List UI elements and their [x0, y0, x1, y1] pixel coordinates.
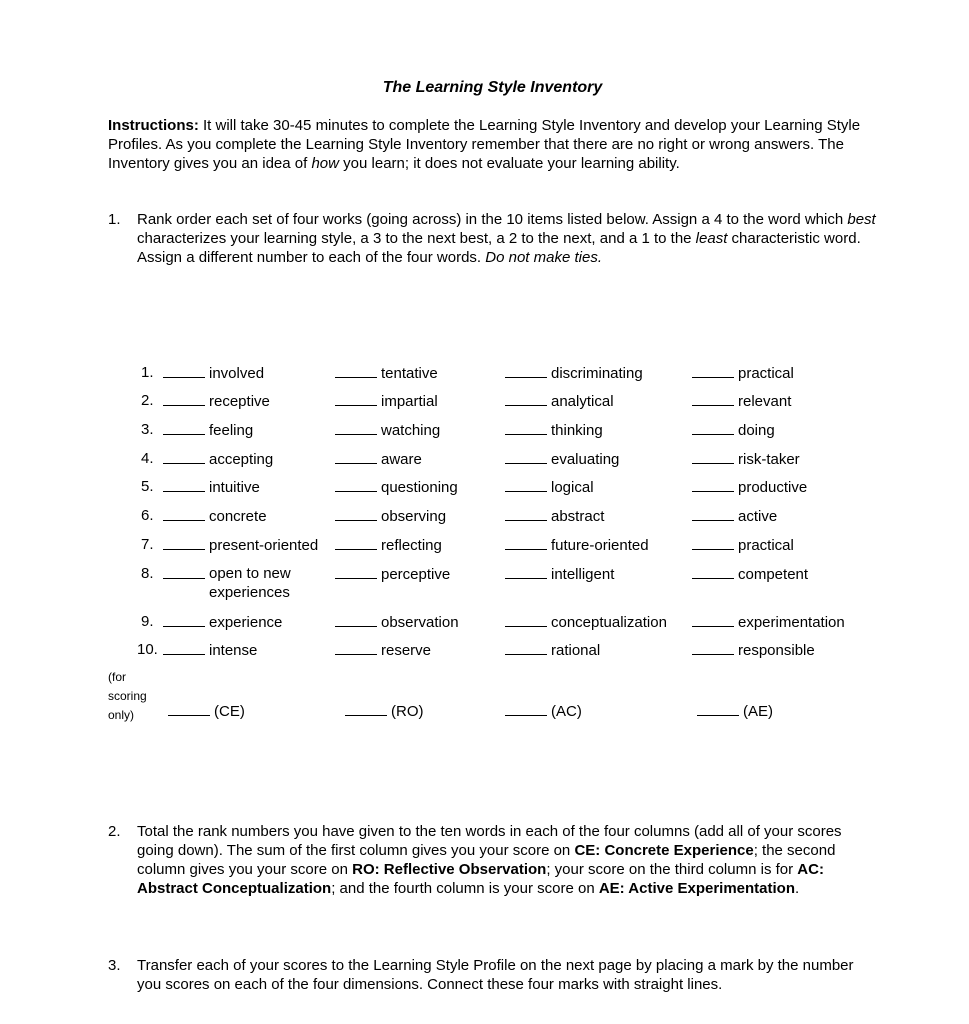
rank-blank-input[interactable] [505, 391, 547, 406]
item-number: 3. [141, 421, 154, 438]
rank-word: involved [209, 365, 265, 382]
rank-blank-input[interactable] [505, 564, 547, 579]
rank-blank-input[interactable] [505, 506, 547, 521]
rank-word: aware [381, 451, 422, 468]
rank-blank-input[interactable] [692, 449, 734, 464]
rank-cell [163, 363, 264, 383]
rank-blank-input[interactable] [163, 506, 205, 521]
rank-cell [335, 420, 440, 440]
rank-cell [163, 449, 273, 469]
rank-word: feeling [209, 422, 254, 439]
rank-word: intuitive [209, 479, 260, 496]
item-number: 10. [137, 641, 158, 658]
rank-cell [505, 506, 604, 526]
rank-word: practical [738, 537, 794, 554]
rank-cell [692, 535, 794, 555]
rank-word: experimentation [738, 614, 845, 631]
rank-blank-input[interactable] [335, 612, 377, 627]
rank-cell [335, 506, 446, 526]
rank-cell [335, 612, 459, 632]
rank-blank-input[interactable] [505, 640, 547, 655]
step2-number: 2. [108, 823, 121, 840]
rank-word: logical [551, 479, 594, 496]
rank-word: impartial [381, 393, 438, 410]
rank-blank-input[interactable] [335, 477, 377, 492]
rank-blank-input[interactable] [692, 640, 734, 655]
score-blank-input[interactable] [697, 701, 739, 716]
rank-cell [505, 535, 649, 555]
rank-blank-input[interactable] [163, 363, 205, 378]
rank-blank-input[interactable] [335, 564, 377, 579]
rank-word: tentative [381, 365, 438, 382]
rank-word: relevant [738, 393, 792, 410]
rank-cell [505, 391, 614, 411]
rank-word: evaluating [551, 451, 620, 468]
rank-cell [505, 363, 643, 383]
rank-blank-input[interactable] [505, 449, 547, 464]
rank-cell [692, 449, 800, 469]
rank-word: observing [381, 508, 447, 525]
rank-word: rational [551, 642, 601, 659]
step3-text: Transfer each of your scores to the Learning Style Profile on the next page by placing a mark by the number you scores on each of the four dimensions. Connect these four marks with straight lines. [137, 957, 854, 993]
rank-cell [335, 535, 442, 555]
rank-cell [335, 477, 458, 497]
rank-blank-input[interactable] [505, 612, 547, 627]
step2-text [137, 822, 877, 898]
rank-blank-input[interactable] [505, 363, 547, 378]
score-cell [505, 701, 582, 721]
rank-word: future-oriented [551, 537, 649, 554]
rank-blank-input[interactable] [163, 420, 205, 435]
rank-cell [505, 449, 619, 469]
item-number: 2. [141, 392, 154, 409]
rank-blank-input[interactable] [692, 420, 734, 435]
rank-cell [163, 420, 253, 440]
rank-word: accepting [209, 451, 274, 468]
rank-cell [692, 420, 775, 440]
item-number: 6. [141, 507, 154, 524]
rank-cell [505, 564, 614, 584]
rank-cell [163, 640, 257, 660]
rank-cell [692, 612, 845, 632]
rank-blank-input[interactable] [692, 506, 734, 521]
rank-word: active [738, 508, 778, 525]
rank-cell [335, 564, 450, 584]
rank-cell [335, 640, 431, 660]
step3-number: 3. [108, 957, 121, 974]
rank-word: open to new experiences [209, 565, 291, 601]
step1-text [137, 210, 877, 267]
step1-number: 1. [108, 211, 121, 228]
step1-best: best [847, 211, 876, 228]
step1-text-c: characteristic word. Assign a different number to each of the four words. [137, 230, 861, 266]
rank-blank-input[interactable] [505, 535, 547, 550]
rank-word: doing [738, 422, 775, 439]
rank-blank-input[interactable] [335, 420, 377, 435]
rank-cell [692, 363, 794, 383]
rank-cell [335, 363, 438, 383]
step2-ae: AE: Active Experimentation [598, 880, 796, 897]
rank-cell [163, 535, 318, 555]
rank-word: experience [209, 614, 283, 631]
rank-blank-input[interactable] [163, 564, 205, 579]
item-number: 4. [141, 450, 154, 467]
rank-blank-input[interactable] [692, 535, 734, 550]
rank-blank-input[interactable] [163, 477, 205, 492]
rank-word: responsible [738, 642, 815, 659]
rank-blank-input[interactable] [335, 506, 377, 521]
item-number: 1. [141, 364, 154, 381]
rank-word: intelligent [551, 566, 615, 583]
rank-cell [505, 477, 594, 497]
item-number: 5. [141, 478, 154, 495]
document-title: The Learning Style Inventory [382, 79, 603, 96]
instructions-paragraph [108, 116, 873, 173]
score-blank-input[interactable] [505, 701, 547, 716]
rank-word: analytical [551, 393, 614, 410]
item-number: 7. [141, 536, 154, 553]
rank-blank-input[interactable] [692, 363, 734, 378]
rank-word: reflecting [381, 537, 442, 554]
score-code: (AC) [551, 703, 582, 720]
rank-blank-input[interactable] [335, 535, 377, 550]
rank-word: observation [381, 614, 459, 631]
rank-word: concrete [209, 508, 267, 525]
step2-ce: CE: Concrete Experience [574, 842, 754, 859]
item-number: 8. [141, 565, 154, 582]
rank-blank-input[interactable] [163, 612, 205, 627]
instructions-emphasis: how [311, 155, 339, 172]
rank-word: competent [738, 566, 809, 583]
instructions-label: Instructions: [108, 117, 199, 134]
rank-word: perceptive [381, 566, 451, 583]
step1-no-ties: Do not make ties. [485, 249, 602, 266]
rank-blank-input[interactable] [335, 391, 377, 406]
rank-blank-input[interactable] [505, 420, 547, 435]
rank-cell [692, 391, 791, 411]
rank-blank-input[interactable] [692, 612, 734, 627]
rank-cell [692, 506, 777, 526]
step2-text-a: Total the rank numbers you have given to the ten words in each of the four columns (add all of your scores going down). The sum of the first column gives you your score on [137, 823, 842, 859]
rank-word: abstract [551, 508, 605, 525]
step2-text-c: ; your score on the third column is for [546, 861, 798, 878]
score-cell [345, 701, 424, 721]
score-code: (AE) [743, 703, 773, 720]
rank-blank-input[interactable] [692, 564, 734, 579]
rank-cell [163, 612, 282, 632]
rank-word: reserve [381, 642, 432, 659]
rank-cell [505, 612, 667, 632]
rank-cell [163, 477, 260, 497]
rank-blank-input[interactable] [163, 449, 205, 464]
step1-least: least [695, 230, 728, 247]
rank-word: present-oriented [209, 537, 319, 554]
item-number: 9. [141, 613, 154, 630]
rank-blank-input[interactable] [163, 535, 205, 550]
rank-blank-input[interactable] [163, 391, 205, 406]
rank-cell [505, 420, 603, 440]
rank-cell [692, 564, 808, 584]
rank-word: practical [738, 365, 794, 382]
rank-blank-input[interactable] [335, 449, 377, 464]
rank-word: thinking [551, 422, 603, 439]
rank-blank-input[interactable] [163, 640, 205, 655]
rank-blank-input[interactable] [692, 477, 734, 492]
score-cell [168, 701, 245, 721]
step1-text-a: Rank order each set of four works (going across) in the 10 items listed below. Assign a 4 to the word which [137, 211, 848, 228]
rank-cell [692, 477, 807, 497]
rank-word: intense [209, 642, 258, 659]
instructions-text: It will take 30-45 minutes to complete the Learning Style Inventory and develop your Learning Style Profiles. As you complete the Learning Style Inventory remember that there are no right or wrong answers. The Inventory gives you an idea of [108, 117, 861, 172]
step1-text-b: characterizes your learning style, a 3 to the next best, a 2 to the next, and a 1 to the [137, 230, 696, 247]
rank-word: questioning [381, 479, 458, 496]
step2-text-d: ; and the fourth column is your score on [331, 880, 599, 897]
rank-blank-input[interactable] [335, 640, 377, 655]
rank-word: conceptualization [551, 614, 667, 631]
rank-cell [335, 391, 438, 411]
rank-cell [163, 564, 309, 602]
instructions-text-end: you learn; it does not evaluate your learning ability. [339, 155, 680, 172]
step2-ac: AC: Abstract Conceptualization [137, 861, 824, 897]
rank-cell [335, 449, 422, 469]
score-blank-input[interactable] [345, 701, 387, 716]
rank-word: discriminating [551, 365, 643, 382]
rank-cell [692, 640, 815, 660]
rank-blank-input[interactable] [335, 363, 377, 378]
rank-cell [163, 391, 270, 411]
rank-blank-input[interactable] [692, 391, 734, 406]
score-code: (CE) [214, 703, 245, 720]
rank-blank-input[interactable] [505, 477, 547, 492]
step2-text-b: ; the second column gives you your score on [137, 842, 836, 878]
rank-word: receptive [209, 393, 270, 410]
rank-word: watching [381, 422, 441, 439]
step2-ro: RO: Reflective Observation [352, 861, 547, 878]
scoring-label: (for scoring only) [108, 670, 147, 722]
step2-text-e: . [795, 880, 800, 897]
rank-cell [163, 506, 267, 526]
rank-cell [505, 640, 600, 660]
score-code: (RO) [391, 703, 424, 720]
rank-word: productive [738, 479, 808, 496]
rank-word: risk-taker [738, 451, 800, 468]
score-cell [697, 701, 773, 721]
score-blank-input[interactable] [168, 701, 210, 716]
